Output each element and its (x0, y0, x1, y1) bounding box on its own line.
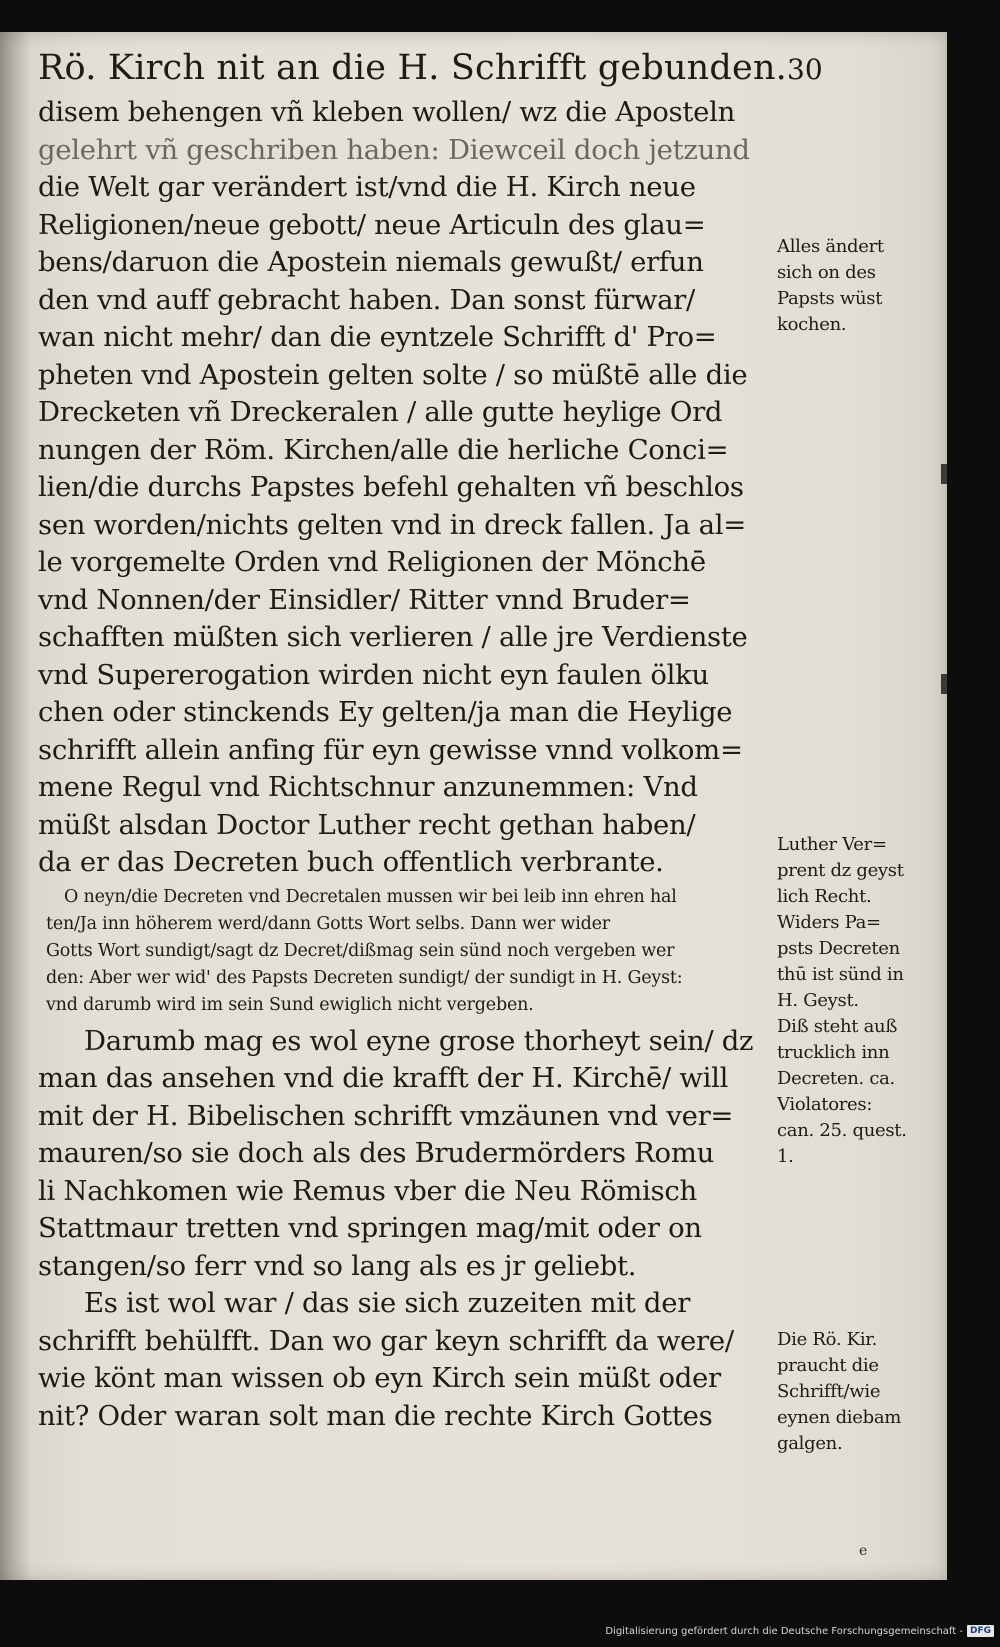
marginal-line: galgen. (777, 1433, 843, 1454)
text-line: vnd Nonnen/der Einsidler/ Ritter vnnd Bruder= (38, 583, 691, 616)
marginal-line: thū ist sünd in (777, 964, 904, 985)
marginal-line: Luther Ver= (777, 834, 887, 855)
marginal-line: prent dz geyst (777, 860, 904, 881)
text-line: nungen der Röm. Kirchen/alle die herliche Conci= (38, 433, 729, 466)
text-line: Drecketen vñ Dreckeralen / alle gutte heylige Ord (38, 396, 723, 428)
text-line: sen worden/nichts gelten vnd in dreck fallen. Ja al= (38, 508, 747, 541)
text-line: schafften müßten sich verlieren / alle jre Verdienste (38, 621, 748, 653)
marginal-note (777, 1327, 937, 1457)
marginal-line: Papsts wüst (777, 288, 883, 309)
marginal-line: psts Decreten (777, 938, 900, 959)
marginal-line: praucht die (777, 1355, 879, 1376)
text-line: stangen/so ferr vnd so lang als es jr geliebt. (38, 1249, 637, 1282)
text-line: disem behengen vñ kleben wollen/ wz die Aposteln (38, 96, 735, 128)
text-line: die Welt gar verändert ist/vnd die H. Kirch neue (38, 171, 696, 203)
marginal-line: Schrifft/wie (777, 1381, 881, 1402)
text-line: pheten vnd Apostein gelten solte / so müßtē alle die (38, 358, 748, 391)
marginal-line: Violatores: (777, 1094, 873, 1115)
marginal-line: eynen diebam (777, 1407, 902, 1428)
text-line: le vorgemelte Orden vnd Religionen der Mönchē (38, 546, 706, 578)
marginal-line: Widers Pa= (777, 912, 881, 933)
text-line: mene Regul vnd Richtschnur anzunemmen: Vnd (38, 771, 698, 803)
text-line: schrifft behülfft. Dan wo gar keyn schrifft da were/ (38, 1324, 734, 1357)
marginal-line: Diß steht auß (777, 1016, 898, 1037)
dfg-logo: DFG (967, 1625, 994, 1637)
marginal-line: sich on des (777, 262, 876, 283)
small-text-line: Gotts Wort sundigt/sagt dz Decret/dißmag sein sünd noch vergeben wer (46, 940, 675, 961)
text-line: mit der H. Bibelischen schrifft vmzäunen vnd ver= (38, 1099, 734, 1132)
marginal-note (777, 234, 937, 338)
text-line: Es ist wol war / das sie sich zuzeiten mit der (84, 1287, 691, 1319)
text-line: gelehrt vñ geschriben haben: Diewceil doch jetzund (38, 133, 750, 166)
small-text-line: O neyn/die Decreten vnd Decretalen mussen wir bei leib inn ehren hal (64, 886, 677, 907)
credit-text: Digitalisierung gefördert durch die Deutsche Forschungsgemeinschaft - (605, 1625, 963, 1637)
text-line: bens/daruon die Apostein niemals gewußt/ erfun (38, 246, 704, 278)
marginal-line: Alles ändert (777, 236, 884, 257)
text-line: den vnd auff gebracht haben. Dan sonst fürwar/ (38, 283, 695, 316)
small-text-line: vnd darumb wird im sein Sund ewiglich nicht vergeben. (46, 994, 534, 1015)
text-line: chen oder stinckends Ey gelten/ja man die Heylige (38, 696, 733, 728)
body-text (38, 94, 768, 1435)
marginal-line: Die Rö. Kir. (777, 1329, 878, 1350)
gutter-shadow (0, 32, 30, 1580)
page-edge-mark (941, 674, 947, 694)
text-line: Stattmaur tretten vnd springen mag/mit oder on (38, 1212, 702, 1244)
folio-number: 30 (787, 53, 823, 86)
marginal-line: lich Recht. (777, 886, 872, 907)
running-header (38, 48, 823, 92)
marginal-line: can. 25. quest. (777, 1120, 907, 1141)
marginal-line: H. Geyst. (777, 990, 859, 1011)
marginal-line: trucklich inn (777, 1042, 890, 1063)
text-line: schrifft allein anfing für eyn gewisse vnnd volkom= (38, 733, 743, 766)
text-line: Religionen/neue gebott/ neue Articuln des glau= (38, 208, 706, 241)
text-line: vnd Supererogation wirden nicht eyn faulen ölku (38, 658, 709, 691)
text-line: man das ansehen vnd die krafft der H. Kirchē/ will (38, 1062, 729, 1094)
text-line: wie könt man wissen ob eyn Kirch sein müßt oder (38, 1362, 721, 1394)
text-line: da er das Decreten buch offentlich verbrante. (38, 846, 664, 878)
marginal-note (777, 832, 937, 1170)
digitization-credit (605, 1625, 994, 1637)
text-line: nit? Oder waran solt man die rechte Kirch Gottes (38, 1399, 713, 1432)
small-text-line: den: Aber wer wid' des Papsts Decreten sundigt/ der sundigt in H. Geyst: (46, 967, 683, 988)
page-edge-mark (941, 464, 947, 484)
small-type-paragraph (38, 884, 768, 1019)
marginal-line: Decreten. ca. (777, 1068, 895, 1089)
text-line: Darumb mag es wol eyne grose thorheyt sein/ dz (84, 1024, 754, 1057)
running-title: Rö. Kirch nit an die H. Schrifft gebunden. (38, 48, 788, 88)
text-line: wan nicht mehr/ dan die eyntzele Schrifft d' Pro= (38, 321, 717, 353)
small-text-line: ten/Ja inn höherem werd/dann Gotts Wort selbs. Dann wer wider (46, 913, 610, 934)
marginal-line: 1. (777, 1146, 794, 1167)
text-line: li Nachkomen wie Remus vber die Neu Römisch (38, 1174, 697, 1207)
signature-mark: e (859, 1543, 868, 1559)
text-line: mauren/so sie doch als des Brudermörders Romu (38, 1137, 715, 1169)
text-line: müßt alsdan Doctor Luther recht gethan haben/ (38, 808, 696, 841)
marginal-line: kochen. (777, 314, 847, 335)
text-line: lien/die durchs Papstes befehl gehalten vñ beschlos (38, 471, 744, 503)
